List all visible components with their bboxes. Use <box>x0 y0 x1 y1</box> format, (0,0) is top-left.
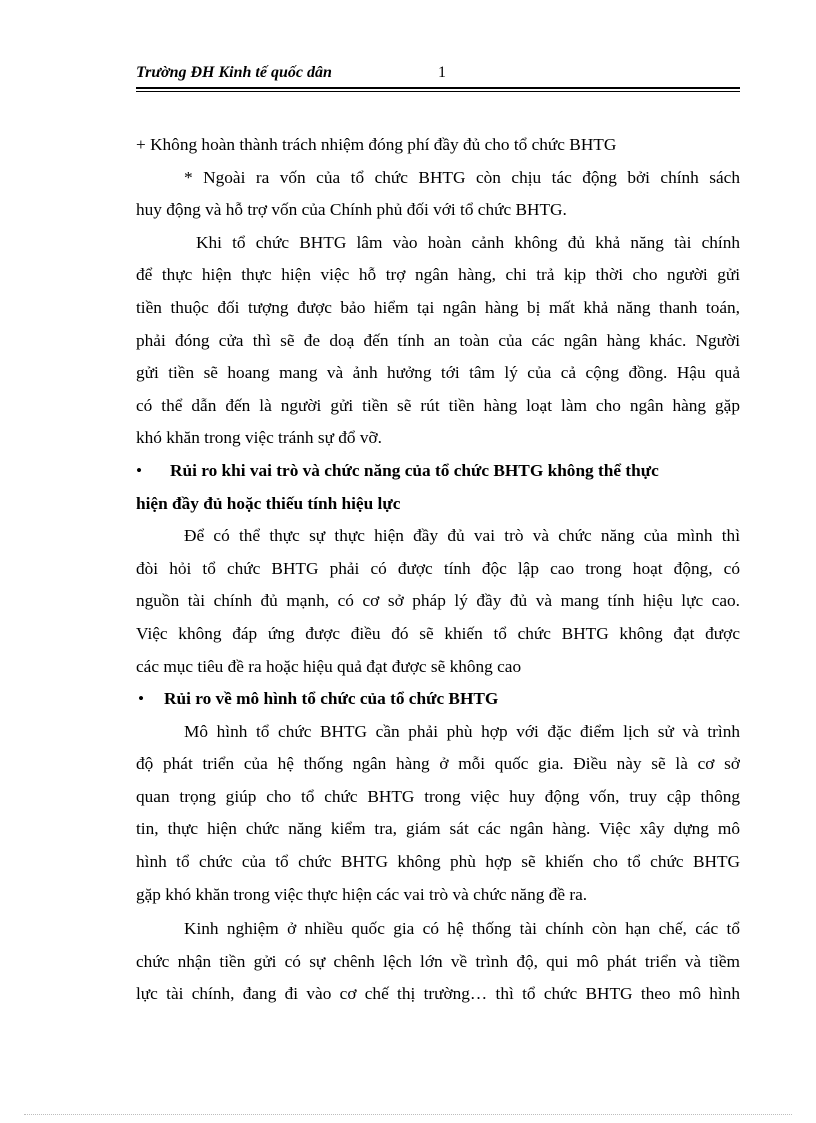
text-line: nguồn tài chính đủ mạnh, có cơ sở pháp lý đầy đủ và mang tính hiệu lực cao. <box>136 591 740 611</box>
text-line: hình tổ chức của tổ chức BHTG không phù hợp sẽ khiến cho tổ chức BHTG <box>136 852 740 872</box>
text-line: độ phát triển của hệ thống ngân hàng ở mỗi quốc gia. Điều này sẽ là cơ sở <box>136 754 740 774</box>
document-body <box>136 129 740 1011</box>
text-line: Khi tổ chức BHTG lâm vào hoàn cảnh không đủ khả năng tài chính <box>196 232 740 252</box>
text-line: Kinh nghiệm ở nhiều quốc gia có hệ thống tài chính còn hạn chế, các tổ <box>184 919 740 939</box>
text-line: hiện đầy đủ hoặc thiếu tính hiệu lực <box>136 493 401 513</box>
text-line: Để có thể thực sự thực hiện đầy đủ vai trò và chức năng của mình thì <box>184 526 740 546</box>
text-line: Việc không đáp ứng được điều đó sẽ khiến tổ chức BHTG không đạt được <box>136 623 740 643</box>
bullet-heading <box>136 455 740 488</box>
text-line: có thể dẫn đến là người gửi tiền sẽ rút tiền hàng loạt làm cho ngân hàng gặp <box>136 395 740 415</box>
text-line: tiền thuộc đối tượng được bảo hiểm tại ngân hàng bị mất khả năng thanh toán, <box>136 297 740 317</box>
text-line: huy động và hỗ trợ vốn của Chính phủ đối với tổ chức BHTG. <box>136 200 567 220</box>
text-line: Mô hình tổ chức BHTG cần phải phù hợp với đặc điểm lịch sử và trình <box>184 721 740 741</box>
bullet-icon: • <box>136 460 143 480</box>
text-line: quan trọng giúp cho tổ chức BHTG trong việc huy động vốn, truy cập thông <box>136 786 740 806</box>
bullet-heading-text: Rủi ro khi vai trò và chức năng của tổ chức BHTG không thể thực <box>170 460 659 480</box>
text-line: gặp khó khăn trong việc thực hiện các vai trò và chức năng đề ra. <box>136 884 588 904</box>
text-line: lực tài chính, đang đi vào cơ chế thị trường… thì tổ chức BHTG theo mô hình <box>136 984 740 1004</box>
text-line: các mục tiêu đề ra hoặc hiệu quả đạt được sẽ không cao <box>136 656 522 676</box>
text-line: đòi hỏi tổ chức BHTG phải có được tính độc lập cao trong hoạt động, có <box>136 558 740 578</box>
text-line: gửi tiền sẽ hoang mang và ảnh hưởng tới tâm lý của cả cộng đồng. Hậu quả <box>136 363 740 383</box>
page-bottom-border <box>24 1114 792 1115</box>
bullet-heading <box>136 683 740 716</box>
text-line: khó khăn trong việc tránh sự đổ vỡ. <box>136 428 382 448</box>
header-title: Trường ĐH Kinh tế quốc dân <box>136 64 332 81</box>
text-line: để thực hiện thực hiện việc hỗ trợ ngân hàng, chi trả kịp thời cho người gửi <box>136 265 740 285</box>
text-line: tin, thực hiện chức năng kiểm tra, giám sát các ngân hàng. Việc xây dựng mô <box>136 819 740 839</box>
text-line: phải đóng cửa thì sẽ đe doạ đến tính an toàn của các ngân hàng khác. Người <box>136 330 740 350</box>
text-line: + Không hoàn thành trách nhiệm đóng phí đầy đủ cho tổ chức BHTG <box>136 135 617 154</box>
page-header <box>136 64 740 88</box>
header-rule-thick <box>136 87 740 89</box>
bullet-icon: • <box>138 689 145 709</box>
header-rule-thin <box>136 91 740 92</box>
text-line: * Ngoài ra vốn của tổ chức BHTG còn chịu tác động bởi chính sách <box>184 167 740 187</box>
bullet-heading-text: Rủi ro về mô hình tổ chức của tổ chức BHTG <box>164 689 499 709</box>
page-number: 1 <box>438 64 446 81</box>
text-line: chức nhận tiền gửi có sự chênh lệch lớn về trình độ, qui mô phát triển và tiềm <box>136 951 740 971</box>
